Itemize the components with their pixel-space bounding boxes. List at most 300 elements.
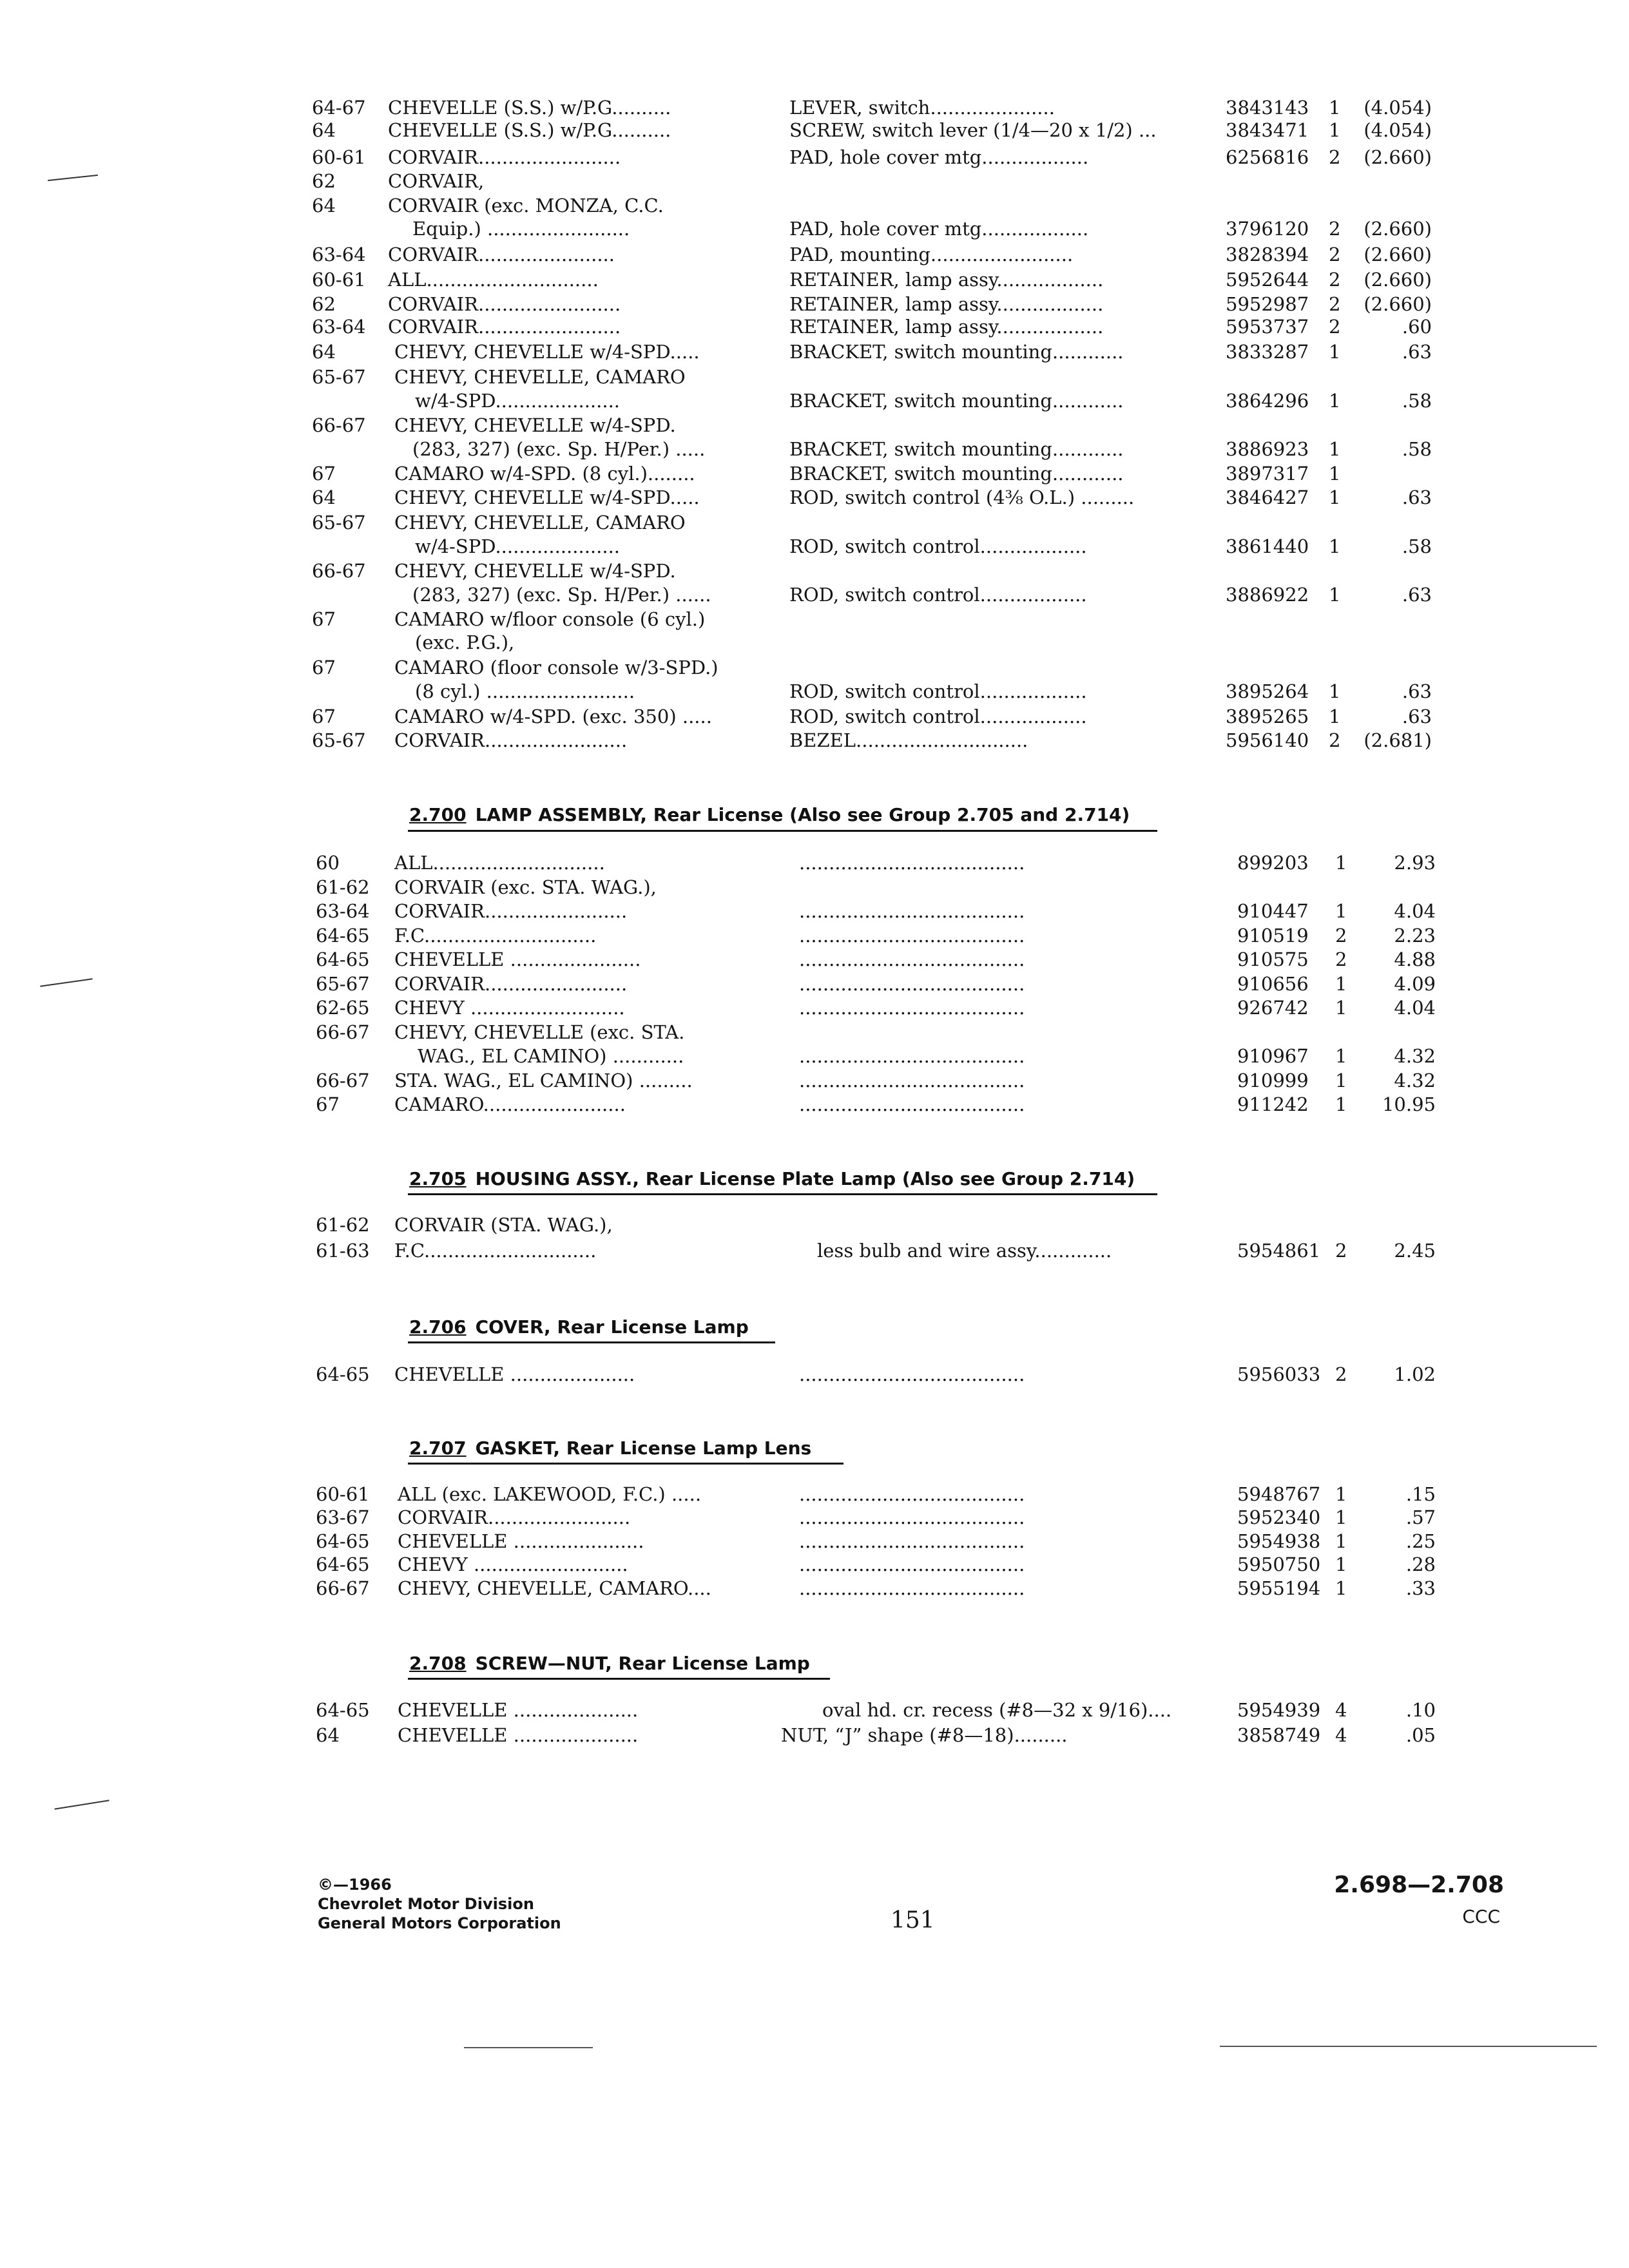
year-cell: 61-62 [316,876,370,898]
application-cell: CHEVY, CHEVELLE (exc. STA. [394,1021,685,1043]
part-number-cell: 3858749 [1237,1724,1321,1746]
part-number-cell: 926742 [1237,997,1309,1019]
application-cell: CHEVY .......................... [398,1553,628,1575]
year-cell: 67 [312,706,336,727]
table-row [0,365,1629,389]
part-number-cell: 5948767 [1237,1483,1321,1505]
application-cell: CHEVY, CHEVELLE w/4-SPD..... [394,486,700,508]
price-cell: 4.32 [1394,1070,1436,1091]
quantity-cell: 2 [1335,1363,1347,1385]
price-cell: (4.054) [1364,119,1432,141]
application-cell: (8 cyl.) ......................... [415,680,635,702]
quantity-cell: 2 [1329,146,1341,168]
table-row [0,899,1629,923]
quantity-cell: 1 [1329,584,1341,606]
quantity-cell: 1 [1335,852,1347,874]
part-number-cell: 3886922 [1226,584,1309,606]
description-cell: ...................................... [799,973,1025,995]
group-range: 2.698—2.708 [1334,1872,1504,1898]
application-cell: w/4-SPD..................... [415,390,621,412]
price-cell: (2.681) [1364,729,1432,751]
table-row [0,923,1629,948]
table-row [0,559,1629,583]
year-cell: 64 [312,341,336,363]
application-cell: WAG., EL CAMINO) ............ [418,1045,684,1067]
application-cell: (283, 327) (exc. Sp. H/Per.) ...... [412,584,711,606]
part-number-cell: 910575 [1237,948,1309,970]
part-number-cell: 5954939 [1237,1699,1321,1721]
part-number-cell: 3843471 [1226,119,1309,141]
application-cell: CORVAIR........................ [394,973,628,995]
table-row [0,437,1629,461]
table-row [0,1213,1629,1237]
quantity-cell: 1 [1335,1093,1347,1115]
section-number: 2.708 [409,1653,467,1674]
year-cell: 67 [312,608,336,630]
price-cell: 4.04 [1394,900,1436,922]
part-number-cell: 3828394 [1226,244,1309,265]
year-cell: 66-67 [312,560,366,582]
description-cell: ...................................... [799,1530,1025,1552]
price-cell: .63 [1402,706,1432,727]
table-row [0,242,1629,267]
quantity-cell: 1 [1335,900,1347,922]
table-row [0,461,1629,486]
table-row [0,314,1629,339]
table-row [0,1020,1629,1044]
part-number-cell: 5950750 [1237,1553,1321,1575]
part-number-cell: 5954861 [1237,1240,1321,1262]
price-cell: .25 [1405,1530,1436,1552]
quantity-cell: 1 [1335,997,1347,1019]
price-cell: (2.660) [1364,293,1432,315]
description-cell: LEVER, switch..................... [789,97,1055,119]
price-cell: (4.054) [1364,97,1432,119]
application-cell: CORVAIR....................... [388,244,615,265]
quantity-cell: 1 [1335,973,1347,995]
application-cell: CORVAIR........................ [394,729,628,751]
year-cell: 66-67 [316,1577,370,1599]
description-cell: ...................................... [799,1070,1025,1091]
application-cell: CORVAIR........................ [388,146,621,168]
year-cell: 64-65 [316,1699,370,1721]
table-row [0,704,1629,729]
table-row [0,413,1629,437]
table-row [0,1362,1629,1387]
application-cell: (283, 327) (exc. Sp. H/Per.) ..... [412,438,706,460]
quantity-cell: 4 [1335,1724,1347,1746]
price-cell: .58 [1402,390,1432,412]
part-number-cell: 3864296 [1226,390,1309,412]
description-cell: ...................................... [799,852,1025,874]
price-cell: (2.660) [1364,218,1432,240]
application-cell: CHEVELLE ..................... [398,1724,639,1746]
description-cell: ROD, switch control.................. [789,680,1087,702]
year-cell: 64 [316,1724,340,1746]
description-cell: SCREW, switch lever (1/4—20 x 1/2) ... [789,119,1157,141]
table-row [0,267,1629,292]
quantity-cell: 1 [1329,486,1341,508]
description-cell: RETAINER, lamp assy.................. [789,293,1104,315]
section-title: SCREW—NUT, Rear License Lamp [475,1653,810,1674]
price-cell: .63 [1402,341,1432,363]
part-number-cell: 3886923 [1226,438,1309,460]
table-row [0,1529,1629,1553]
price-cell: .63 [1402,486,1432,508]
description-cell: ROD, switch control (4⅜ O.L.) ......... [789,486,1135,508]
application-cell: CHEVELLE (S.S.) w/P.G.......... [388,97,671,119]
part-number-cell: 3897317 [1226,463,1309,485]
quantity-cell: 1 [1329,341,1341,363]
application-cell: CHEVY .......................... [394,997,625,1019]
application-cell: CORVAIR........................ [394,900,628,922]
part-number-cell: 911242 [1237,1093,1309,1115]
year-cell: 64 [312,119,336,141]
application-cell: F.C............................. [394,925,597,947]
application-cell: Equip.) ........................ [412,218,630,240]
description-cell: ...................................... [799,925,1025,947]
application-cell: CAMARO........................ [394,1093,626,1115]
part-number-cell: 5952644 [1226,269,1309,291]
year-cell: 64-67 [312,97,366,119]
application-cell: CHEVELLE ...................... [398,1530,644,1552]
table-row [0,1505,1629,1530]
description-cell: ROD, switch control.................. [789,535,1087,557]
application-cell: (exc. P.G.), [415,631,515,653]
table-row [0,1698,1629,1722]
table-row [0,510,1629,535]
part-number-cell: 3895265 [1226,706,1309,727]
section-underline [408,1463,843,1465]
price-cell: 4.04 [1394,997,1436,1019]
quantity-cell: 2 [1335,948,1347,970]
quantity-cell: 1 [1329,438,1341,460]
table-row [0,995,1629,1020]
section-heading [409,1651,810,1677]
price-cell: .58 [1402,535,1432,557]
price-cell: (2.660) [1364,244,1432,265]
quantity-cell: 1 [1329,97,1341,119]
part-number-cell: 3796120 [1226,218,1309,240]
quantity-cell: 2 [1335,1240,1347,1262]
price-cell: 2.45 [1394,1240,1436,1262]
part-number-cell: 5952987 [1226,293,1309,315]
application-cell: CAMARO (floor console w/3-SPD.) [394,657,718,678]
part-number-cell: 3861440 [1226,535,1309,557]
quantity-cell: 2 [1329,316,1341,338]
table-row [0,1482,1629,1506]
description-cell: ...................................... [799,900,1025,922]
description-cell: less bulb and wire assy............. [817,1240,1112,1262]
section-heading [409,1166,1135,1192]
part-number-cell: 899203 [1237,852,1309,874]
price-cell: .57 [1405,1506,1436,1528]
section-underline [408,830,1157,832]
table-row [0,1576,1629,1600]
year-cell: 60-61 [316,1483,370,1505]
application-cell: w/4-SPD..................... [415,535,621,557]
description-cell: ...................................... [799,997,1025,1019]
table-row [0,875,1629,899]
table-row [0,95,1629,120]
part-number-cell: 5955194 [1237,1577,1321,1599]
division-line: Chevrolet Motor Division [318,1895,534,1913]
part-number-cell: 3843143 [1226,97,1309,119]
section-number: 2.705 [409,1168,467,1189]
year-cell: 62-65 [316,997,370,1019]
price-cell: .33 [1405,1577,1436,1599]
year-cell: 60 [316,852,340,874]
section-underline [408,1193,1157,1195]
description-cell: oval hd. cr. recess (#8—32 x 9/16).... [822,1699,1172,1721]
year-cell: 67 [312,463,336,485]
table-row [0,1068,1629,1093]
margin-mark [54,1800,109,1809]
description-cell: BRACKET, switch mounting............ [789,390,1124,412]
quantity-cell: 2 [1335,925,1347,947]
price-cell: 2.23 [1394,925,1436,947]
year-cell: 67 [312,657,336,678]
year-cell: 61-63 [316,1240,370,1262]
price-cell: .28 [1405,1553,1436,1575]
table-row [0,340,1629,364]
table-row [0,1723,1629,1747]
table-row [0,1092,1629,1117]
section-title: HOUSING ASSY., Rear License Plate Lamp (Also see Group 2.714) [475,1168,1135,1189]
table-row [0,145,1629,169]
year-cell: 64 [312,195,336,216]
table-row [0,972,1629,996]
description-cell: ROD, switch control.................. [789,706,1087,727]
year-cell: 63-67 [316,1506,370,1528]
year-cell: 63-64 [316,900,370,922]
section-number: 2.706 [409,1316,467,1338]
price-cell: .63 [1402,680,1432,702]
price-cell: .63 [1402,584,1432,606]
quantity-cell: 1 [1329,680,1341,702]
description-cell: PAD, mounting........................ [789,244,1074,265]
section-number: 2.700 [409,804,467,825]
quantity-cell: 1 [1329,463,1341,485]
part-number-cell: 3895264 [1226,680,1309,702]
table-row [0,485,1629,510]
table-row [0,1238,1629,1263]
application-cell: CHEVY, CHEVELLE, CAMARO [394,512,686,533]
price-cell: 10.95 [1382,1093,1436,1115]
quantity-cell: 2 [1329,244,1341,265]
description-cell: BRACKET, switch mounting............ [789,463,1124,485]
application-cell: CORVAIR (STA. WAG.), [394,1214,613,1236]
part-number-cell: 5956033 [1237,1363,1321,1385]
application-cell: CHEVY, CHEVELLE w/4-SPD..... [394,341,700,363]
description-cell: ...................................... [799,1553,1025,1575]
price-cell: .15 [1405,1483,1436,1505]
price-cell: (2.660) [1364,269,1432,291]
price-cell: 4.32 [1394,1045,1436,1067]
quantity-cell: 1 [1329,535,1341,557]
section-title: GASKET, Rear License Lamp Lens [475,1437,812,1459]
year-cell: 66-67 [316,1021,370,1043]
description-cell: ...................................... [799,1577,1025,1599]
description-cell: ...................................... [799,948,1025,970]
application-cell: CORVAIR, [388,170,485,192]
application-cell: CORVAIR........................ [398,1506,631,1528]
price-cell: 1.02 [1394,1363,1436,1385]
part-number-cell: 910999 [1237,1070,1309,1091]
year-cell: 66-67 [316,1070,370,1091]
quantity-cell: 1 [1335,1483,1347,1505]
year-cell: 61-62 [316,1214,370,1236]
year-cell: 67 [316,1093,340,1115]
application-cell: STA. WAG., EL CAMINO) ......... [394,1070,693,1091]
quantity-cell: 1 [1335,1553,1347,1575]
description-cell: NUT, “J” shape (#8—18)......... [781,1724,1068,1746]
quantity-cell: 1 [1335,1070,1347,1091]
application-cell: ALL (exc. LAKEWOOD, F.C.) ..... [398,1483,702,1505]
application-cell: F.C............................. [394,1240,597,1262]
description-cell: BRACKET, switch mounting............ [789,438,1124,460]
application-cell: ALL............................. [388,269,599,291]
table-row [0,679,1629,704]
section-heading [409,1314,749,1340]
application-cell: CHEVY, CHEVELLE, CAMARO [394,366,686,388]
year-cell: 64-65 [316,925,370,947]
table-row [0,1044,1629,1068]
year-cell: 62 [312,170,336,192]
quantity-cell: 1 [1335,1530,1347,1552]
description-cell: ...................................... [799,1483,1025,1505]
table-row [0,607,1629,631]
description-cell: RETAINER, lamp assy.................. [789,269,1104,291]
year-cell: 62 [312,293,336,315]
section-underline [408,1678,830,1680]
part-number-cell: 910447 [1237,900,1309,922]
description-cell: BRACKET, switch mounting............ [789,341,1124,363]
application-cell: CHEVY, CHEVELLE w/4-SPD. [394,414,676,436]
description-cell: ...................................... [799,1363,1025,1385]
year-cell: 64 [312,486,336,508]
description-cell: BEZEL............................. [789,729,1028,751]
price-cell: 4.88 [1394,948,1436,970]
price-cell: .58 [1402,438,1432,460]
year-cell: 63-64 [312,316,366,338]
description-cell: PAD, hole cover mtg.................. [789,146,1089,168]
application-cell: CHEVY, CHEVELLE w/4-SPD. [394,560,676,582]
price-cell: 4.09 [1394,973,1436,995]
quantity-cell: 2 [1329,729,1341,751]
quantity-cell: 2 [1329,218,1341,240]
table-row [0,850,1629,875]
year-cell: 64-65 [316,948,370,970]
description-cell: ...................................... [799,1093,1025,1115]
table-row [0,292,1629,316]
table-row [0,728,1629,753]
section-title: COVER, Rear License Lamp [475,1316,749,1338]
quantity-cell: 1 [1335,1506,1347,1528]
application-cell: CAMARO w/floor console (6 cyl.) [394,608,706,630]
year-cell: 65-67 [312,729,366,751]
application-cell: CORVAIR (exc. STA. WAG.), [394,876,657,898]
price-cell: .60 [1402,316,1432,338]
year-cell: 64-65 [316,1530,370,1552]
price-cell: .10 [1405,1699,1436,1721]
quantity-cell: 1 [1329,706,1341,727]
section-title: LAMP ASSEMBLY, Rear License (Also see Group 2.705 and 2.714) [475,804,1130,825]
description-cell: RETAINER, lamp assy.................. [789,316,1104,338]
application-cell: CHEVELLE ..................... [398,1699,639,1721]
section-underline [408,1341,775,1343]
application-cell: CAMARO w/4-SPD. (exc. 350) ..... [394,706,712,727]
part-number-cell: 3846427 [1226,486,1309,508]
table-row [0,389,1629,413]
application-cell: CHEVELLE ...................... [394,948,641,970]
section-number: 2.707 [409,1437,467,1459]
year-cell: 64-65 [316,1363,370,1385]
quantity-cell: 1 [1335,1577,1347,1599]
price-cell: .05 [1405,1724,1436,1746]
section-heading [409,802,1130,828]
application-cell: ALL............................. [394,852,605,874]
application-cell: CHEVY, CHEVELLE, CAMARO.... [398,1577,711,1599]
year-cell: 65-67 [312,512,366,533]
part-number-cell: 5952340 [1237,1506,1321,1528]
quantity-cell: 1 [1329,390,1341,412]
year-cell: 65-67 [316,973,370,995]
corporation-line: General Motors Corporation [318,1914,561,1932]
table-row [0,630,1629,655]
publisher-block [318,1875,561,1933]
description-cell: ...................................... [799,1506,1025,1528]
quantity-cell: 1 [1329,119,1341,141]
application-cell: CORVAIR........................ [388,316,621,338]
year-cell: 60-61 [312,269,366,291]
table-row [0,582,1629,607]
table-row [0,655,1629,680]
scan-line [464,2047,593,2048]
table-row [0,118,1629,142]
price-cell: (2.660) [1364,146,1432,168]
application-cell: CHEVELLE ..................... [394,1363,635,1385]
description-cell: PAD, hole cover mtg.................. [789,218,1089,240]
part-number-cell: 910519 [1237,925,1309,947]
section-heading [409,1436,811,1461]
application-cell: CHEVELLE (S.S.) w/P.G.......... [388,119,671,141]
quantity-cell: 4 [1335,1699,1347,1721]
part-number-cell: 6256816 [1226,146,1309,168]
table-row [0,947,1629,972]
scan-line [1220,2046,1597,2047]
application-cell: CORVAIR (exc. MONZA, C.C. [388,195,664,216]
quantity-cell: 2 [1329,293,1341,315]
year-cell: 64-65 [316,1553,370,1575]
part-number-cell: 5956140 [1226,729,1309,751]
part-number-cell: 5953737 [1226,316,1309,338]
copyright-line: ©—1966 [318,1876,392,1894]
table-row [0,193,1629,218]
page-code: CCC [1462,1906,1500,1927]
year-cell: 65-67 [312,366,366,388]
table-row [0,216,1629,241]
table-row [0,534,1629,559]
application-cell: CAMARO w/4-SPD. (8 cyl.)........ [394,463,695,485]
quantity-cell: 1 [1335,1045,1347,1067]
quantity-cell: 2 [1329,269,1341,291]
application-cell: CORVAIR........................ [388,293,621,315]
description-cell: ROD, switch control.................. [789,584,1087,606]
part-number-cell: 910656 [1237,973,1309,995]
table-row [0,169,1629,193]
year-cell: 63-64 [312,244,366,265]
